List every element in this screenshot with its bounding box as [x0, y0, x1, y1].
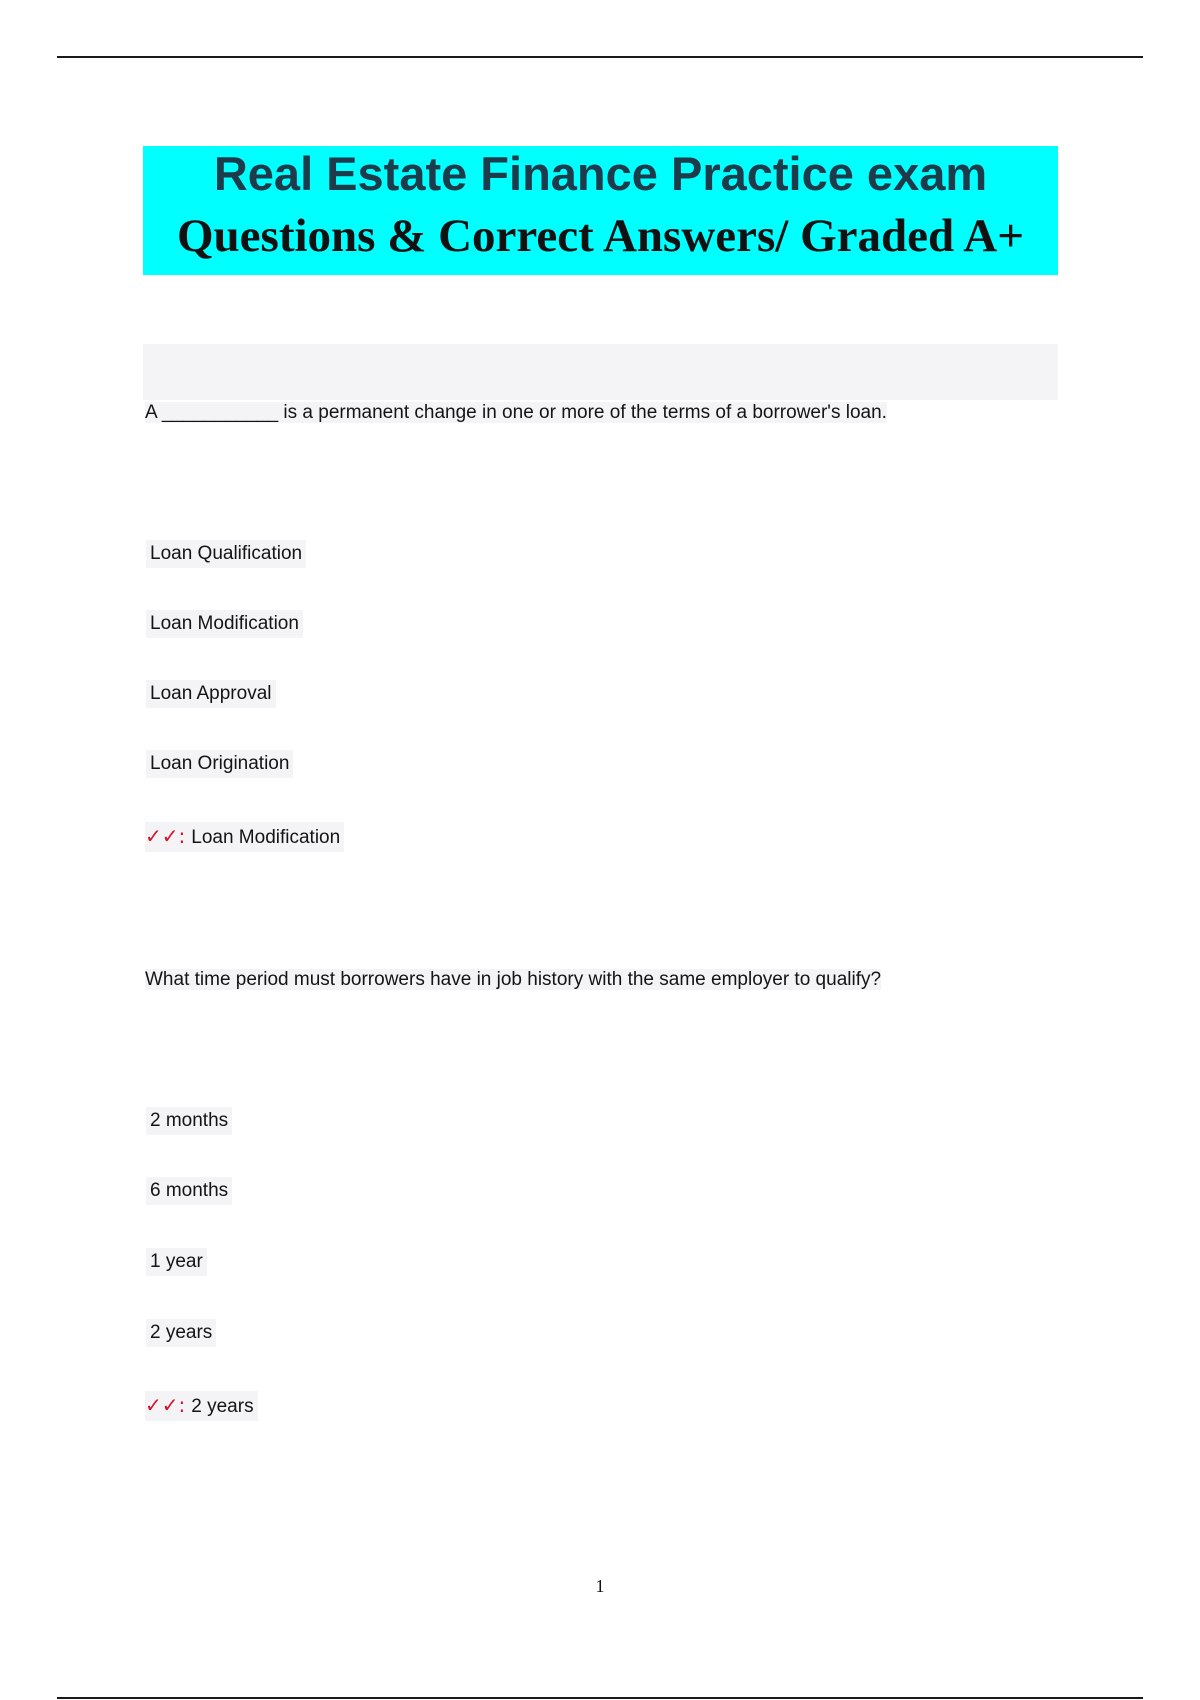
checkmark-icon: ✓✓: — [145, 1393, 186, 1417]
title-line-1: Real Estate Finance Practice exam — [213, 147, 988, 200]
question-1-option-3: Loan Approval — [146, 680, 276, 708]
question-1-prompt: A ___________ is a permanent change in one or more of the terms of a borrower's loan. — [145, 402, 887, 423]
section-band — [143, 344, 1058, 400]
question-2-option-1: 2 months — [146, 1107, 232, 1135]
top-rule — [57, 56, 1143, 58]
page-number: 1 — [595, 1576, 605, 1596]
question-1-answer-text: Loan Modification — [191, 827, 341, 848]
title-banner — [143, 146, 1058, 275]
question-1-option-4: Loan Origination — [146, 750, 293, 778]
bottom-rule — [57, 1697, 1143, 1699]
question-2-answer — [145, 1391, 258, 1421]
title-line-2: Questions & Correct Answers/ Graded A+ — [176, 210, 1025, 262]
question-1-answer — [145, 822, 344, 852]
checkmark-icon: ✓✓: — [145, 824, 186, 848]
question-1-option-1: Loan Qualification — [146, 540, 306, 568]
question-2-option-3: 1 year — [146, 1248, 207, 1276]
question-2-option-4: 2 years — [146, 1319, 216, 1347]
question-2-answer-text: 2 years — [191, 1396, 254, 1417]
question-1-option-2: Loan Modification — [146, 610, 303, 638]
question-2-prompt: What time period must borrowers have in job history with the same employer to qualify? — [145, 969, 882, 990]
question-2-option-2: 6 months — [146, 1177, 232, 1205]
